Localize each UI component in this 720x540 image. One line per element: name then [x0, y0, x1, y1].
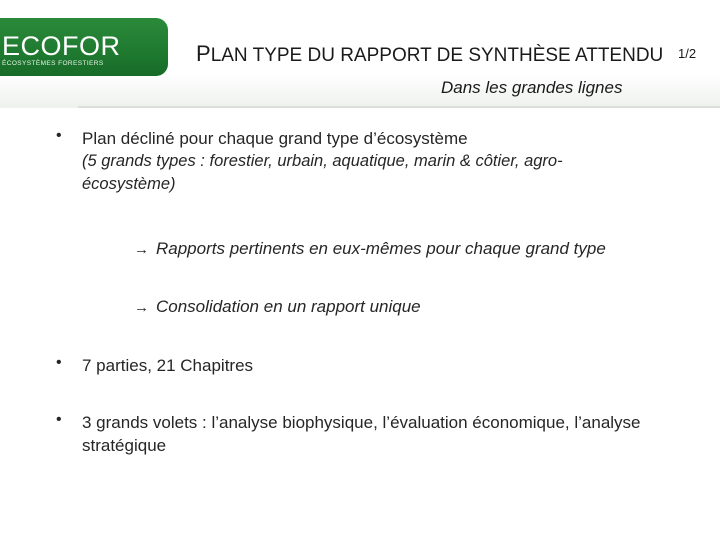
arrow-right-icon: →	[134, 241, 149, 258]
bullet-marker: •	[56, 127, 62, 144]
logo-tagline: ÉCOSYSTÈMES FORESTIERS	[2, 60, 104, 67]
arrow-text: Rapports pertinents en eux-mêmes pour chaque grand type	[156, 239, 606, 258]
bullet-content	[82, 127, 708, 196]
bullet-subtext: (5 grands types : forestier, urbain, aquatique, marin & côtier, agro-écosystème)	[82, 152, 563, 193]
title-initial: P	[196, 41, 211, 66]
bullet-marker: •	[56, 354, 62, 371]
bullet-text: Plan décliné pour chaque grand type d’écosystème	[82, 129, 468, 148]
arrow-item-1	[134, 239, 606, 259]
bullet-text: 3 grands volets : l’analyse biophysique, l’évaluation économique, l’analyse stratégique	[82, 413, 641, 455]
arrow-item-2	[134, 297, 421, 317]
title-rest: LAN TYPE DU RAPPORT DE SYNTHÈSE ATTENDU	[210, 45, 664, 66]
arrow-right-icon: →	[134, 299, 149, 316]
bullet-text: 7 parties, 21 Chapitres	[82, 356, 254, 375]
bullet-marker: •	[56, 411, 62, 428]
arrow-text: Consolidation en un rapport unique	[156, 297, 421, 316]
page-indicator: 1/2	[678, 46, 697, 61]
slide-subtitle: Dans les grandes lignes	[441, 78, 623, 97]
logo-wordmark: ECOFOR	[2, 31, 121, 61]
